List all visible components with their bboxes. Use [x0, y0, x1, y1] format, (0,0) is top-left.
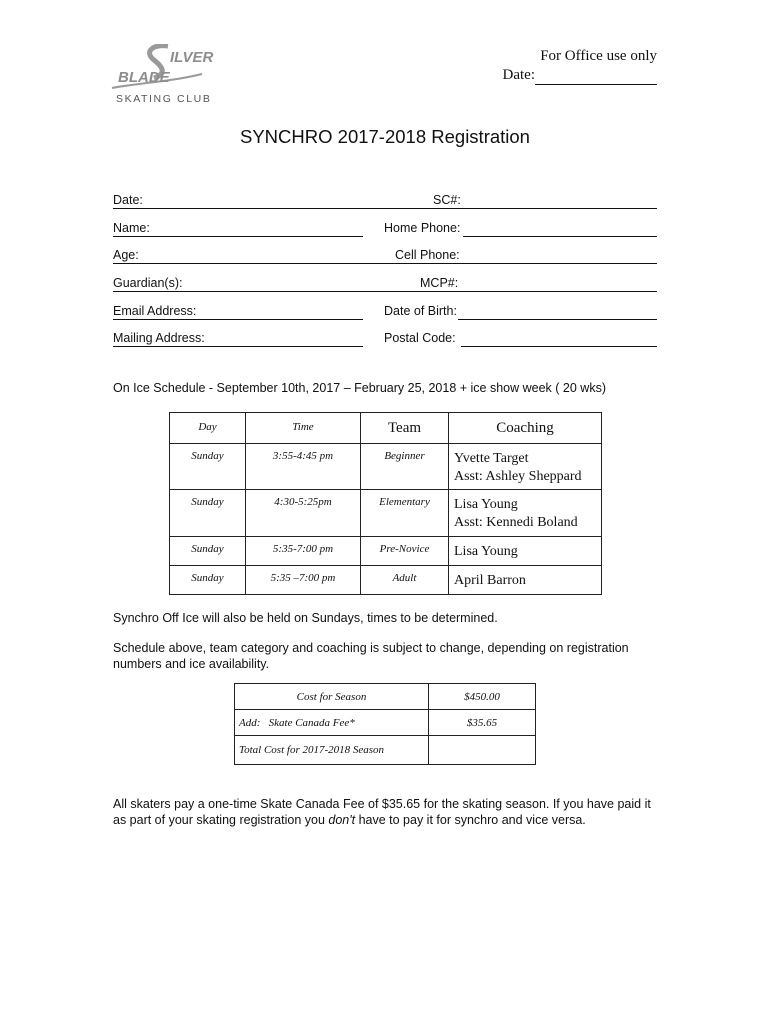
row-team: Beginner	[361, 444, 449, 490]
row-time: 4:30-5:25pm	[246, 490, 361, 537]
assistant-coach: Asst: Kennedi Boland	[454, 515, 578, 530]
row-coaching	[449, 566, 602, 595]
row-team: Elementary	[361, 490, 449, 537]
cost-label: Total Cost for 2017-2018 Season	[235, 736, 429, 765]
fee-note-emphasis: don't	[328, 813, 356, 827]
sc-label: SC#:	[433, 193, 461, 207]
row-day: Sunday	[170, 566, 246, 595]
row-coaching	[449, 490, 602, 537]
logo-text-blade: BLADE	[118, 69, 170, 86]
cell-phone-label: Cell Phone:	[395, 248, 460, 262]
row-day: Sunday	[170, 537, 246, 566]
postal-field[interactable]	[461, 346, 657, 347]
office-date-line	[535, 69, 657, 85]
table-row	[170, 444, 602, 490]
date-label: Date:	[113, 193, 143, 207]
fee-note-text: All skaters pay a one-time Skate Canada Fee of $35.65 for the skating season. If you have paid it as part of your skating registration you	[113, 797, 651, 827]
dob-field[interactable]	[458, 319, 657, 320]
schedule-heading: On Ice Schedule - September 10th, 2017 – February 25, 2018 + ice show week ( 20 wks)	[113, 381, 606, 395]
row-team: Adult	[361, 566, 449, 595]
coach-name: Lisa Young	[454, 544, 518, 559]
mailing-label: Mailing Address:	[113, 331, 205, 345]
assistant-coach: Asst: Ashley Sheppard	[454, 469, 582, 484]
mailing-field[interactable]	[113, 346, 363, 347]
office-date-row	[503, 66, 657, 85]
row-time: 5:35-7:00 pm	[246, 537, 361, 566]
table-row	[170, 537, 602, 566]
coach-name: April Barron	[454, 573, 526, 588]
table-row	[235, 684, 536, 710]
schedule-table	[169, 412, 602, 595]
change-note: Schedule above, team category and coaching is subject to change, depending on registration numbers and ice availability.	[113, 641, 629, 671]
mcp-label: MCP#:	[420, 276, 459, 290]
cost-value: $450.00	[429, 684, 536, 710]
header-time: Time	[246, 413, 361, 444]
table-row	[170, 566, 602, 595]
schedule-header-row	[170, 413, 602, 444]
logo-text-club: SKATING CLUB	[116, 93, 212, 105]
off-ice-note: Synchro Off Ice will also be held on Sundays, times to be determined.	[113, 611, 498, 625]
fee-note	[113, 796, 658, 828]
form-row-name	[113, 221, 657, 236]
office-use-label: For Office use only	[540, 48, 657, 64]
coach-name: Lisa Young	[454, 497, 518, 512]
date-field[interactable]	[113, 208, 657, 209]
office-use-box	[503, 47, 657, 85]
cost-value: $35.65	[429, 710, 536, 736]
email-label: Email Address:	[113, 304, 197, 318]
guardian-field[interactable]	[113, 291, 657, 292]
dob-label: Date of Birth:	[384, 304, 457, 318]
header-coaching: Coaching	[449, 413, 602, 444]
office-date-label: Date:	[502, 67, 535, 83]
form-row-date	[113, 193, 657, 208]
cost-label: Cost for Season	[235, 684, 429, 710]
form-row-age	[113, 248, 657, 263]
table-row	[170, 490, 602, 537]
postal-label: Postal Code:	[384, 331, 456, 345]
guardian-label: Guardian(s):	[113, 276, 183, 290]
row-coaching	[449, 444, 602, 490]
name-field[interactable]	[113, 236, 363, 237]
row-coaching	[449, 537, 602, 566]
silver-blade-logo-graphic	[110, 44, 220, 106]
header-team: Team	[361, 413, 449, 444]
page-title: SYNCHRO 2017-2018 Registration	[240, 126, 530, 147]
fee-note-text-end: have to pay it for synchro and vice versa.	[355, 813, 586, 827]
age-field[interactable]	[113, 263, 657, 264]
logo-text-silver: ILVER	[170, 49, 214, 66]
header-day: Day	[170, 413, 246, 444]
name-label: Name:	[113, 221, 150, 235]
row-time: 5:35 –7:00 pm	[246, 566, 361, 595]
table-row	[235, 710, 536, 736]
table-row	[235, 736, 536, 765]
coach-name: Yvette Target	[454, 451, 529, 466]
form-row-email	[113, 304, 657, 319]
home-phone-label: Home Phone:	[384, 221, 461, 235]
row-time: 3:55-4:45 pm	[246, 444, 361, 490]
row-team: Pre-Novice	[361, 537, 449, 566]
home-phone-field[interactable]	[463, 236, 657, 237]
club-logo	[110, 44, 220, 106]
cost-value	[429, 736, 536, 765]
age-label: Age:	[113, 248, 139, 262]
row-day: Sunday	[170, 490, 246, 537]
email-field[interactable]	[113, 319, 363, 320]
cost-label: Add: Skate Canada Fee*	[235, 710, 429, 736]
form-row-mailing	[113, 331, 657, 346]
row-day: Sunday	[170, 444, 246, 490]
form-row-guardian	[113, 276, 657, 291]
cost-table	[234, 683, 536, 765]
